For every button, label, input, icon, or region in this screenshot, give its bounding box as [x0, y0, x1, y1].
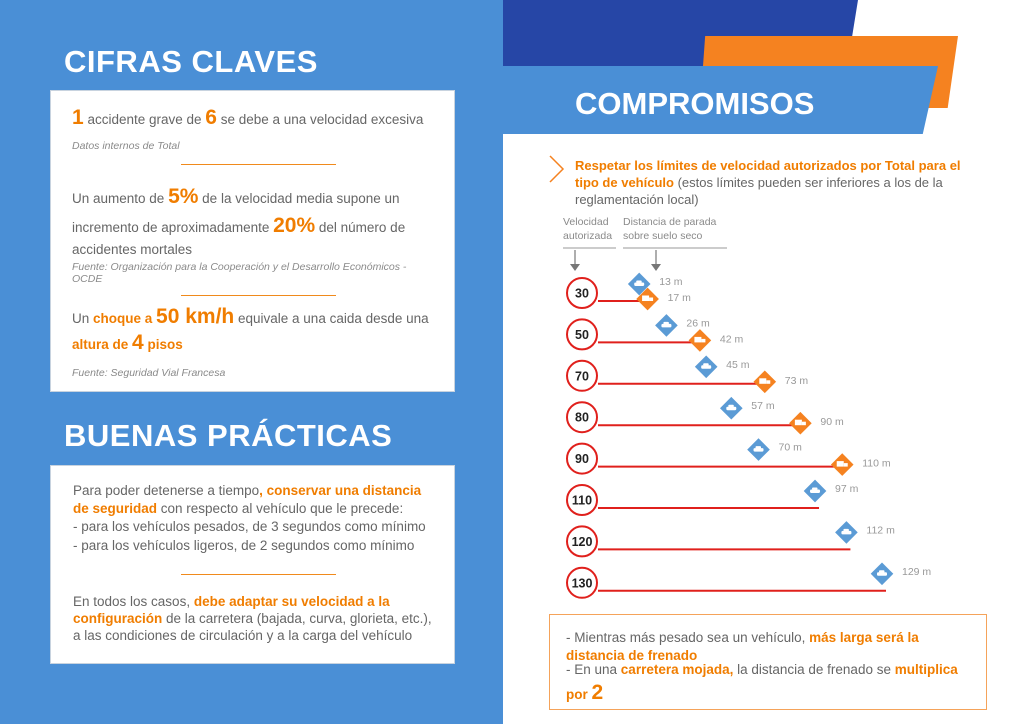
source-note: Fuente: Seguridad Vial Francesa: [72, 367, 226, 379]
car-distance-label: 26 m: [686, 317, 710, 330]
source-note: Datos internos de Total: [72, 140, 180, 152]
text: configuración: [73, 610, 163, 626]
speed-value: 30: [575, 286, 589, 301]
text: del número de: [315, 220, 406, 236]
text: de la carretera (bajada, curva, glorieta, etc.),: [162, 610, 432, 626]
text: Un aumento de: [72, 191, 169, 206]
text: de seguridad: [73, 500, 158, 516]
stat-number: 1: [72, 106, 84, 129]
stat-number: 5%: [168, 185, 199, 208]
buenas-title: BUENAS PRÁCTICAS: [64, 418, 393, 453]
text: carretera mojada,: [620, 662, 734, 677]
truck-distance-label: 17 m: [667, 292, 691, 304]
speed-value: 90: [575, 452, 589, 467]
car-icon: [747, 438, 770, 461]
text: de la velocidad media supone un: [198, 191, 400, 206]
text: se debe a una velocidad excesiva: [216, 112, 424, 127]
truck-icon: [789, 412, 812, 435]
note-1: [566, 629, 976, 664]
bullet-heavy: - para los vehículos pesados, de 3 segundos como mínimo: [73, 519, 426, 534]
truck-icon: [831, 453, 854, 476]
stat-number: 2: [591, 681, 604, 704]
car-icon: [871, 562, 894, 585]
text: Un: [72, 311, 94, 326]
compromisos-title: COMPROMISOS: [575, 86, 815, 121]
stat-number: 20%: [273, 214, 316, 238]
text: la distancia de frenado se: [733, 662, 895, 677]
car-icon: [804, 480, 827, 503]
car-distance-label: 112 m: [866, 524, 895, 537]
text: accidente grave de: [83, 112, 206, 127]
car-distance-label: 13 m: [659, 276, 683, 288]
car-icon: [695, 355, 718, 378]
column-header-speed: Velocidad autorizada: [563, 216, 613, 242]
rule-rest: (estos límites pueden ser inferiores a los de la reglamentación local): [575, 174, 943, 207]
stat-number: 4: [132, 331, 144, 355]
truck-distance-label: 90 m: [820, 416, 844, 429]
notes-box: [549, 614, 987, 710]
column-header-distance: Distancia de parada sobre suelo seco: [623, 216, 717, 242]
note-3: [566, 679, 976, 706]
speed-value: 80: [575, 410, 589, 425]
text: pisos: [143, 337, 183, 353]
text: con respecto al vehículo que le precede:: [157, 500, 404, 516]
bullet-light: - para los vehículos ligeros, de 2 segundos como mínimo: [73, 538, 415, 553]
speed-value: 50: [575, 327, 589, 342]
text: incremento de aproximadamente: [72, 220, 274, 236]
truck-distance-label: 73 m: [784, 374, 809, 387]
stat-number: 50 km/h: [156, 305, 235, 328]
truck-icon: [689, 329, 712, 352]
text: por: [566, 687, 592, 702]
car-distance-label: 45 m: [726, 358, 750, 371]
car-icon: [835, 521, 858, 544]
speed-value: 120: [571, 534, 593, 549]
speed-value: 70: [575, 369, 589, 384]
truck-distance-label: 110 m: [862, 457, 891, 470]
car-distance-label: 57 m: [751, 400, 775, 413]
rule-bold: Respetar los límites de velocidad autorizados por Total para el tipo de vehículo: [575, 158, 961, 190]
truck-icon: [753, 370, 776, 393]
stat-number: 6: [205, 106, 217, 129]
text: multiplica: [894, 662, 958, 677]
truck-distance-label: 42 m: [719, 333, 744, 346]
speed-value: 110: [571, 493, 593, 508]
car-icon: [655, 314, 678, 337]
text: choque a: [93, 311, 157, 326]
text: altura de: [72, 337, 133, 353]
speed-value: 130: [571, 576, 593, 591]
car-distance-label: 70 m: [778, 441, 802, 454]
arrow-down-icon: [570, 264, 580, 271]
text: Para poder detenerse a tiempo: [73, 483, 260, 498]
text: a las condiciones de circulación y a la carga del vehículo: [73, 627, 413, 643]
car-distance-label: 129 m: [902, 565, 932, 578]
car-distance-label: 97 m: [835, 483, 859, 495]
text: - En una: [566, 662, 621, 677]
text: debe adaptar su velocidad a la: [193, 594, 390, 609]
note-2: [566, 661, 976, 679]
text: En todos los casos,: [73, 594, 194, 609]
car-icon: [720, 397, 743, 420]
text: más larga será la distancia de frenado: [566, 630, 919, 663]
text: accidentes mortales: [72, 241, 193, 257]
text: , conservar una distancia: [259, 483, 422, 498]
text: equivale a una caida desde una: [234, 311, 429, 326]
source-note: Fuente: Organización para la Cooperación y el Desarrollo Económicos - OCDE: [72, 261, 407, 285]
arrow-down-icon: [651, 264, 661, 271]
cifras-title: CIFRAS CLAVES: [64, 44, 318, 79]
text: - Mientras más pesado sea un vehículo,: [566, 630, 810, 645]
